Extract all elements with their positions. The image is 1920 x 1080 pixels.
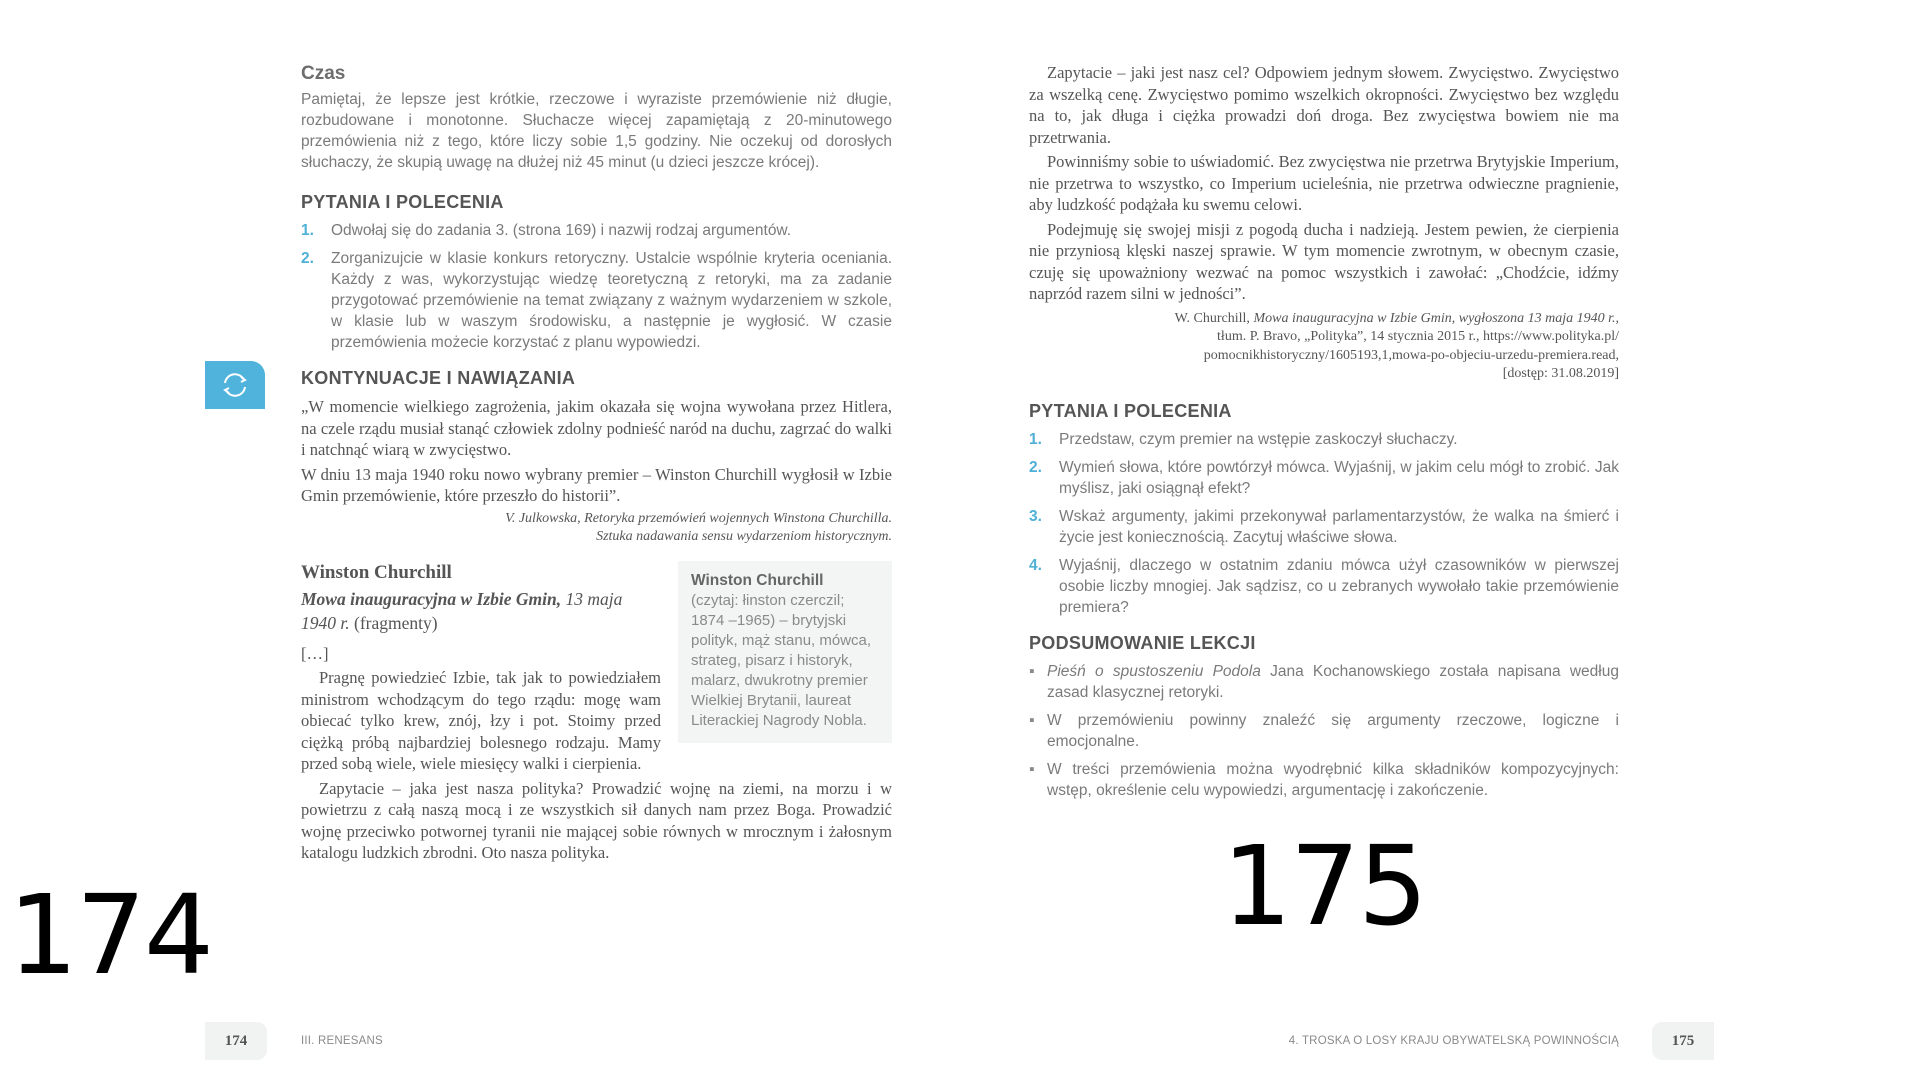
speech-title bbox=[301, 587, 661, 635]
overlay-page-number-left: 174 bbox=[8, 871, 212, 999]
speech-source bbox=[1029, 310, 1619, 384]
question-number: 2. bbox=[1029, 458, 1042, 476]
question-number: 3. bbox=[1029, 507, 1042, 525]
czas-section bbox=[301, 62, 892, 173]
continuations-section bbox=[301, 367, 892, 547]
question-text: Wyjaśnij, dlaczego w ostatnim zdaniu mówca użył czasowników w pierwszej osobie liczby mnogiej. Jak sądzisz, co u zebranych wywołało takie przemówienie premiera? bbox=[1059, 556, 1619, 616]
summary-title: PODSUMOWANIE LEKCJI bbox=[1029, 632, 1256, 653]
summary-item bbox=[1029, 710, 1619, 752]
speech-cont-para-1: Zapytacie – jaki jest nasz cel? Odpowiem jednym słowem. Zwycięstwo. Zwycięstwo za wszelką cenę. Zwycięstwo pomimo wszelkich okropności. Zwycięstwo bez względu na to, jak długa i ciężka prowadzi doń droga. Bez zwycięstwa bowiem nie ma przetrwania. bbox=[1029, 63, 1619, 147]
right-page-content bbox=[1029, 62, 1619, 950]
speech-column bbox=[301, 561, 661, 775]
source-line-2: tłum. P. Bravo, „Polityka”, 14 stycznia 2015 r., https://www.polityka.pl/ bbox=[1217, 329, 1619, 344]
source-line-2: Sztuka nadawania sensu wydarzeniom historycznym. bbox=[596, 529, 892, 544]
speech-continuation bbox=[1029, 62, 1619, 305]
speech-date: 13 maja 1940 r. bbox=[301, 588, 623, 633]
czas-heading: Czas bbox=[301, 63, 346, 84]
summary-italic: Pieśń o spustoszeniu Podola bbox=[1047, 662, 1261, 680]
questions-title: PYTANIA I POLECENIA bbox=[301, 192, 504, 212]
speech-cont-para-2: Powinniśmy sobie to uświadomić. Bez zwycięstwa nie przetrwa Brytyjskie Imperium, nie przetrwa to wszystko, co Imperium ucieleśnia, nie przetrwa odwieczne pragnienie, aby ludzkość podążała ku swemu celowi. bbox=[1029, 152, 1619, 214]
questions-list bbox=[301, 220, 892, 353]
summary-section bbox=[1029, 632, 1619, 801]
speech-author: Winston Churchill bbox=[301, 561, 452, 583]
question-number: 2. bbox=[301, 250, 314, 267]
questions-list bbox=[1029, 429, 1619, 618]
summary-text: W przemówieniu powinny znaleźć się argumenty rzeczowe, logiczne i emocjonalne. bbox=[1047, 711, 1619, 750]
question-text: Wymień słowa, które powtórzył mówca. Wyjaśnij, w jakim celu mógł to zrobić. Jak myślisz, jaki osiągnął efekt? bbox=[1059, 458, 1619, 497]
continuations-title: KONTYNUACJE I NAWIĄZANIA bbox=[301, 368, 576, 388]
question-number: 1. bbox=[301, 222, 314, 239]
question-number: 4. bbox=[1029, 556, 1042, 574]
speech-title-italic: Mowa inauguracyjna w Izbie Gmin, bbox=[301, 588, 562, 609]
speech-para-1: Pragnę powiedzieć Izbie, tak jak to powiedziałem ministrom wchodzącym do tego rządu: mogę wam obiecać tylko krew, znój, łzy i pot. Stoimy przed ciężką próbą najbardziej bolesnego rodzaju. Mamy przed sobą wiele, wiele miesięcy walki i cierpienia. bbox=[301, 668, 661, 773]
source-author: W. Churchill, bbox=[1174, 310, 1250, 326]
bio-text: (czytaj: łinston czerczil; 1874 –1965) – brytyjski polityk, mąż stanu, mówca, strateg, pisarz i historyk, malarz, dwukrotny premier Wielkiej Brytanii, laureat Literackiej Nagrody Nobla. bbox=[691, 591, 872, 729]
question-text: Odwołaj się do zadania 3. (strona 169) i nazwij rodzaj argumentów. bbox=[331, 222, 792, 239]
source-line-1: V. Julkowska, Retoryka przemówień wojennych Winstona Churchilla. bbox=[505, 510, 892, 526]
bullet-icon: ▪ bbox=[1029, 662, 1035, 680]
question-item bbox=[1029, 457, 1619, 499]
footer-section-left: III. RENESANS bbox=[301, 1035, 383, 1047]
source-access-date: [dostęp: 31.08.2019] bbox=[1502, 366, 1619, 381]
source-url-line[interactable]: pomocnikhistoryczny/1605193,1,mowa-po-objeciu-urzedu-premiera.read, bbox=[1203, 347, 1619, 363]
question-text: Wskaż argumenty, jakimi przekonywał parlamentarzystów, że walka na śmierć i życie jest koniecznością. Zacytuj właściwe słowa. bbox=[1059, 507, 1619, 546]
overlay-page-number-right: 175 bbox=[1222, 821, 1426, 950]
speech-section bbox=[301, 561, 892, 775]
question-item bbox=[1029, 555, 1619, 618]
continuations-para-1: „W momencie wielkiego zagrożenia, jakim okazała się wojna wywołana przez Hitlera, na czele rządu musiał stanąć człowiek zdolny podnieść naród na duchu, zagrzać do walki i natchnąć wiarą w zwycięstwo. bbox=[301, 397, 892, 459]
footer-section-right: 4. TROSKA O LOSY KRAJU OBYWATELSKĄ POWINNOŚCIĄ bbox=[1288, 1035, 1619, 1047]
questions-section-right bbox=[1029, 400, 1619, 618]
summary-item bbox=[1029, 759, 1619, 801]
churchill-bio-box bbox=[678, 561, 892, 743]
refresh-cycle-icon bbox=[205, 361, 265, 409]
questions-section-left bbox=[301, 191, 892, 353]
speech-suffix: (fragmenty) bbox=[354, 612, 438, 633]
speech-ellipsis: […] bbox=[301, 643, 329, 663]
bullet-icon: ▪ bbox=[1029, 711, 1035, 729]
left-page-content bbox=[301, 62, 892, 864]
page-number-left: 174 bbox=[205, 1022, 267, 1060]
questions-title: PYTANIA I POLECENIA bbox=[1029, 400, 1232, 421]
summary-list bbox=[1029, 661, 1619, 801]
continuations-para-2: W dniu 13 maja 1940 roku nowo wybrany premier – Winston Churchill wygłosił w Izbie Gmin przemówienie, które przeszło do historii”. bbox=[301, 464, 892, 505]
question-number: 1. bbox=[1029, 430, 1042, 448]
question-item bbox=[301, 248, 892, 353]
question-text: Przedstaw, czym premier na wstępie zaskoczył słuchaczy. bbox=[1059, 430, 1458, 448]
question-item bbox=[1029, 506, 1619, 548]
summary-text: W treści przemówienia można wyodrębnić kilka składników kompozycyjnych: wstęp, określenie celu wypowiedzi, argumentację i zakończenie. bbox=[1047, 760, 1619, 799]
continuations-source bbox=[301, 510, 892, 547]
speech-cont-para-3: Podejmuję się swojej misji z pogodą ducha i nadzieją. Jestem pewien, że cierpienia nie przyniosą klęski naszej sprawie. W tym momencie zwrotnym, w obecnym czasie, czuję się upoważniony wezwać na pomoc wszystkich i zawołać: „Chodźcie, idźmy naprzód razem silni w jedności”. bbox=[1029, 219, 1619, 303]
speech-para-2: Zapytacie – jaka jest nasza polityka? Prowadzić wojnę na ziemi, na morzu i w powietrzu z całą naszą mocą i ze wszystkich sił danych nam przez Boga. Prowadzić wojnę przeciwko potwornej tyranii nie mającej sobie równych w mrocznym i żałosnym katalogu ludzkich zbrodni. Oto nasza polityka. bbox=[301, 778, 892, 862]
bio-title: Winston Churchill bbox=[691, 571, 824, 589]
summary-text: Jana Kochanowskiego została napisana według zasad klasycznej retoryki. bbox=[1047, 662, 1619, 701]
source-title: Mowa inauguracyjna w Izbie Gmin, wygłoszona 13 maja 1940 r., bbox=[1253, 310, 1619, 326]
question-item bbox=[1029, 429, 1619, 450]
question-item bbox=[301, 220, 892, 241]
bullet-icon: ▪ bbox=[1029, 760, 1035, 778]
question-text: Zorganizujcie w klasie konkurs retoryczny. Ustalcie wspólnie kryteria oceniania. Każdy z was, wykorzystując wiedzę teoretyczną z retoryki, ma za zadanie przygotować przemówienie na temat związany z ważnym wydarzeniem w szkole, w klasie lub w waszym środowisku, a następnie je wygłosić. W czasie przemówienia możecie korzystać z planu wypowiedzi. bbox=[331, 250, 892, 351]
page-number-right: 175 bbox=[1652, 1022, 1714, 1060]
summary-item bbox=[1029, 661, 1619, 703]
czas-text: Pamiętaj, że lepsze jest krótkie, rzeczowe i wyraziste przemówienie niż długie, rozbudowane i monotonne. Słuchacze więcej zapamiętają z 20-minutowego przemówienia niż z tego, które liczy sobie 1,5 godziny. Nie oczekuj od dorosłych słuchaczy, że skupią uwagę na dłużej niż 45 minut (u dzieci jeszcze krócej). bbox=[301, 91, 892, 171]
